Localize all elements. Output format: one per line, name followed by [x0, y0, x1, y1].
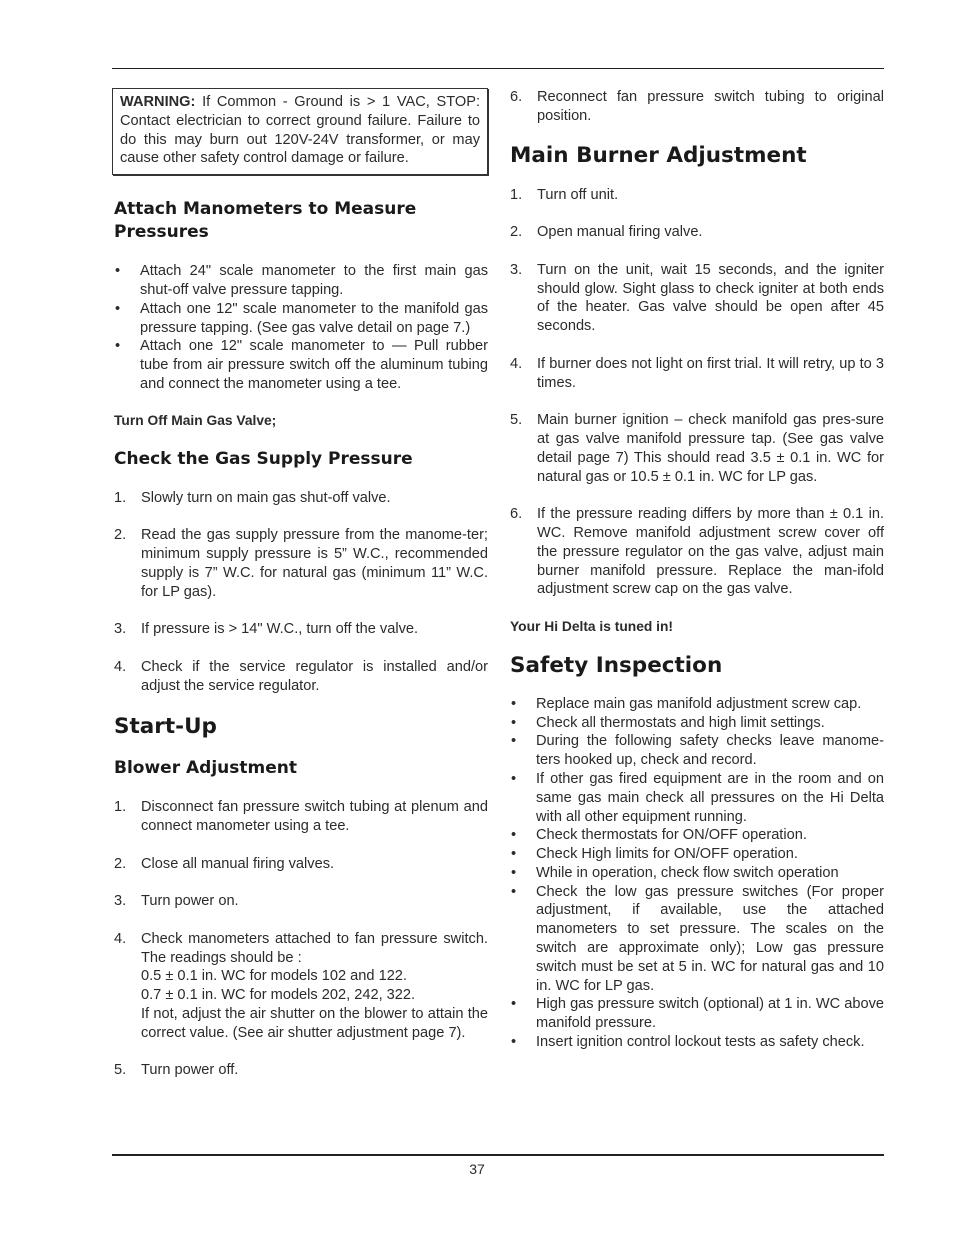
list-item: 3. Turn power on. — [114, 893, 239, 910]
attach-manometers-list — [112, 262, 488, 394]
main-burner-steps — [508, 186, 884, 600]
list-item: 4. Check manometers attached to fan pressure switch. The readings should be : 0.5 ± 0.1 in. WC for models 102 and 122. 0.7 ± 0.1 in. WC for models 202, 242, 322. If not, adjust the air shutter on the blower to attain the correct value. (See air shutter adjustment page 7). — [114, 930, 488, 1041]
warning-text: If Common - Ground is > 1 VAC, STOP: Contact electrician to correct ground failure. Failure to do this may burn out 120V-24V transformer, or may cause other safety control damage or failure. — [120, 94, 481, 167]
list-item: • If other gas fired equipment are in the room and on same gas main check all pressures on the Hi Delta with all other equipment running. — [511, 770, 884, 825]
list-item: 2. Close all manual firing valves. — [114, 855, 335, 872]
list-item: 3. Turn on the unit, wait 15 seconds, and the igniter should glow. Sight glass to check igniter at both ends of the heater. Gas valve should be open after 45 seconds. — [510, 261, 884, 335]
list-item: • Attach one 12" scale manometer to — Pull rubber tube from air pressure switch off the aluminum tubing and connect the manometer using a tee. — [115, 338, 488, 392]
list-item: 3. If pressure is > 14" W.C., turn off the valve. — [114, 621, 419, 638]
tuned-in-label: Your Hi Delta is tuned in! — [510, 618, 674, 634]
list-item: 4. If burner does not light on first trial. It will retry, up to 3 times. — [510, 355, 884, 391]
start-up-heading: Start-Up — [114, 714, 217, 740]
safety-inspection-list — [508, 695, 884, 1052]
attach-manometers-heading: Attach Manometers to Measure Pressures — [114, 199, 417, 243]
list-item: • Check the low gas pressure switches (For proper adjustment, if available, use the attached manometers to set pressure. The scales on the switch are approximate only); Low gas pressure switch must be set at 5 in. WC for natural gas and 10 in. WC for LP gas. — [511, 883, 884, 994]
page-number: 37 — [469, 1161, 485, 1177]
right-column — [508, 88, 884, 1052]
list-item: • Replace main gas manifold adjustment screw cap. — [511, 695, 862, 712]
list-item: 5. Turn power off. — [114, 1062, 239, 1079]
list-item: 2. Read the gas supply pressure from the manome-ter; minimum supply pressure is 5” W.C., recommended supply is 7” W.C. for natural gas (minimum 11” W.C. for LP gas). — [114, 527, 488, 600]
list-item: 1. Turn off unit. — [510, 186, 619, 203]
list-item: • High gas pressure switch (optional) at 1 in. WC above manifold pressure. — [511, 996, 884, 1032]
list-item: 2. Open manual firing valve. — [510, 224, 703, 241]
list-item: • Check High limits for ON/OFF operation. — [511, 846, 798, 863]
list-item: 1. Slowly turn on main gas shut-off valve. — [114, 489, 391, 506]
list-item: 6. Reconnect fan pressure switch tubing to original position. — [510, 89, 884, 124]
bottom-rule — [112, 1154, 884, 1156]
main-burner-heading: Main Burner Adjustment — [510, 142, 807, 168]
list-item: 6. If the pressure reading differs by more than ± 0.1 in. WC. Remove manifold adjustment screw cover off the pressure regulator on the gas valve, adjust main burner manifold pressure. Replace the man-ifold adjustment screw cap on the gas valve. — [510, 506, 884, 598]
list-item: • Attach 24" scale manometer to the first main gas shut-off valve pressure tapping. — [115, 263, 488, 298]
safety-inspection-heading: Safety Inspection — [510, 652, 723, 678]
list-item: 4. Check if the service regulator is installed and/or adjust the service regulator. — [114, 658, 488, 694]
warning-box — [112, 88, 488, 175]
warning-label: WARNING: — [120, 94, 196, 110]
list-item: • While in operation, check flow switch operation — [511, 864, 839, 881]
gas-supply-heading: Check the Gas Supply Pressure — [114, 448, 413, 469]
list-item: • Check thermostats for ON/OFF operation. — [511, 827, 807, 844]
turn-off-main-gas-label: Turn Off Main Gas Valve; — [114, 412, 277, 428]
list-item: • Insert ignition control lockout tests as safety check. — [511, 1034, 865, 1051]
gas-supply-steps — [112, 489, 488, 696]
blower-adjustment-steps — [112, 798, 488, 1080]
left-column — [112, 88, 488, 1099]
list-item: • During the following safety checks leave manome-ters hooked up, check and record. — [511, 733, 884, 769]
list-item: 1. Disconnect fan pressure switch tubing at plenum and connect manometer using a tee. — [114, 799, 488, 834]
list-item: 5. Main burner ignition – check manifold gas pres-sure at gas valve manifold pressure tap. (See gas valve detail page 7) This should read 3.5 ± 0.1 in. WC for natural gas or 10.5 ± 0.1 in. WC for LP gas. — [510, 412, 884, 485]
list-item: • Check all thermostats and high limit settings. — [511, 714, 825, 731]
blower-adjustment-steps-continued — [508, 88, 884, 126]
list-item: • Attach one 12" scale manometer to the manifold gas pressure tapping. (See gas valve detail on page 7.) — [115, 300, 488, 336]
blower-adjustment-heading: Blower Adjustment — [114, 758, 297, 779]
top-rule — [112, 68, 884, 69]
